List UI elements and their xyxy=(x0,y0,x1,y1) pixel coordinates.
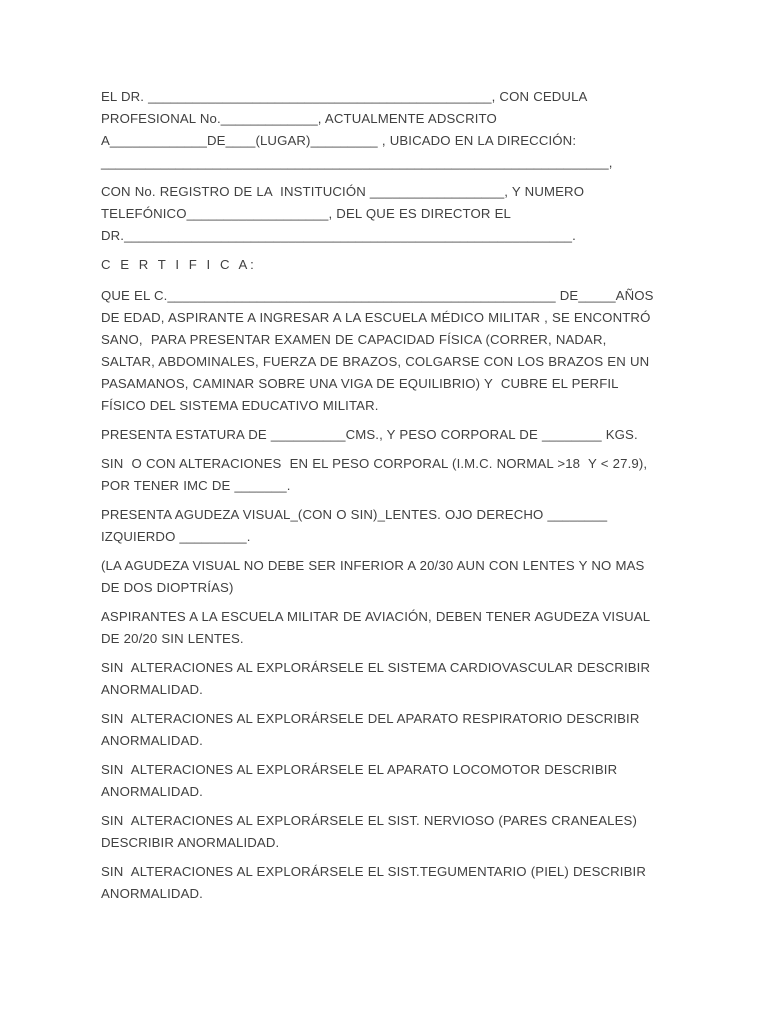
paragraph-candidate-statement: QUE EL C.____________________________________________________ DE_____AÑOS DE EDAD, ASPIRANTE A INGRESAR A LA ESCUELA MÉDICO MILITAR , SE ENCONTRÓ SANO, PARA PRESENTAR EXAMEN DE CAPACIDAD FÍSICA (CORRER, NADAR, SALTAR, ABDOMINALES, FUERZA DE BRAZOS, COLGARSE CON LOS BRAZOS EN UN PASAMANOS, CAMINAR SOBRE UNA VIGA DE EQUILIBRIO) Y CUBRE EL PERFIL FÍSICO DEL SISTEMA EDUCATIVO MILITAR. xyxy=(101,288,659,413)
paragraph-bmi-statement: SIN O CON ALTERACIONES EN EL PESO CORPORAL (I.M.C. NORMAL >18 Y < 27.9), POR TENER IMC DE _______. xyxy=(101,456,656,493)
paragraph-locomotor-system: SIN ALTERACIONES AL EXPLORÁRSELE EL APARATO LOCOMOTOR DESCRIBIR ANORMALIDAD. xyxy=(101,762,621,799)
paragraph-height-weight: PRESENTA ESTATURA DE __________CMS., Y PESO CORPORAL DE ________ KGS. xyxy=(101,427,638,442)
paragraph-integumentary-system: SIN ALTERACIONES AL EXPLORÁRSELE EL SIST.TEGUMENTARIO (PIEL) DESCRIBIR ANORMALIDAD. xyxy=(101,864,650,901)
paragraph-cardiovascular-system: SIN ALTERACIONES AL EXPLORÁRSELE EL SISTEMA CARDIOVASCULAR DESCRIBIR ANORMALIDAD. xyxy=(101,660,654,697)
paragraph-visual-acuity: PRESENTA AGUDEZA VISUAL_(CON O SIN)_LENTES. OJO DERECHO ________ IZQUIERDO _________. xyxy=(101,507,612,544)
paragraph-nervous-system: SIN ALTERACIONES AL EXPLORÁRSELE EL SIST. NERVIOSO (PARES CRANEALES) DESCRIBIR ANORMALIDAD. xyxy=(101,813,642,850)
paragraph-doctor-identification: EL DR. ______________________________________________, CON CEDULA PROFESIONAL No._____________, ACTUALMENTE ADSCRITO A_____________DE____(LUGAR)_________ , UBICADO EN LA DIRECCIÓN: ____________________________________________________________________, xyxy=(101,89,613,170)
certifies-heading: C E R T I F I C A: xyxy=(101,257,257,272)
paragraph-respiratory-system: SIN ALTERACIONES AL EXPLORÁRSELE DEL APARATO RESPIRATORIO DESCRIBIR ANORMALIDAD. xyxy=(101,711,643,748)
paragraph-aviation-school-note: ASPIRANTES A LA ESCUELA MILITAR DE AVIACIÓN, DEBEN TENER AGUDEZA VISUAL DE 20/20 SIN LENTES. xyxy=(101,609,654,646)
paragraph-visual-acuity-note: (LA AGUDEZA VISUAL NO DEBE SER INFERIOR A 20/30 AUN CON LENTES Y NO MAS DE DOS DIOPTRÍAS) xyxy=(101,558,649,595)
paragraph-institution-registry: CON No. REGISTRO DE LA INSTITUCIÓN __________________, Y NUMERO TELEFÓNICO___________________, DEL QUE ES DIRECTOR EL DR.____________________________________________________________. xyxy=(101,184,588,243)
